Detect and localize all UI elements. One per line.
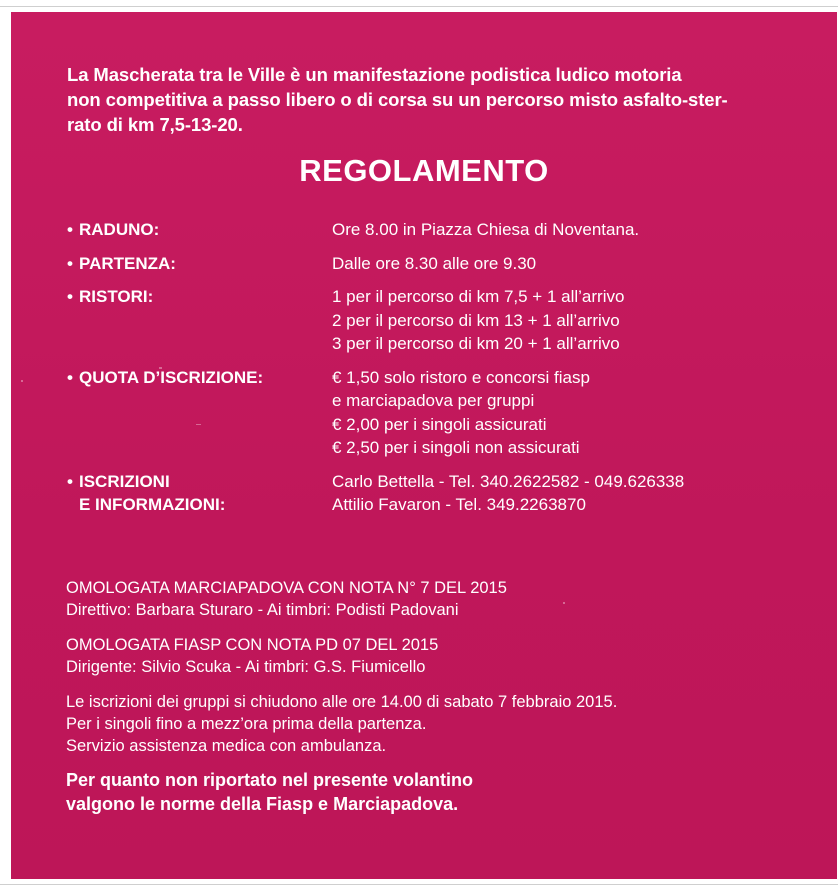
rule-value-line: e marciapadova per gruppi xyxy=(332,391,535,410)
note-line: Dirigente: Silvio Scuka - Ai timbri: G.S. Fiumicello xyxy=(66,658,426,676)
scan-speck xyxy=(21,380,23,382)
rule-value xyxy=(332,470,787,517)
bullet-icon: • xyxy=(67,287,73,306)
intro-line: non competitiva a passo libero o di corsa su un percorso misto asfalto-ster- xyxy=(67,89,728,110)
rule-label-text: E INFORMAZIONI: xyxy=(79,495,226,514)
rule-value-line: € 1,50 solo ristoro e concorsi fiasp xyxy=(332,367,590,387)
rule-value xyxy=(332,252,787,276)
bullet-icon: • xyxy=(67,471,73,491)
note-line: Le iscrizioni dei gruppi si chiudono alle ore 14.00 di sabato 7 febbraio 2015. xyxy=(66,693,618,711)
rule-quota xyxy=(67,366,787,460)
rule-value-line: € 2,50 per i singoli non assicurati xyxy=(332,438,580,457)
rule-value-line: 3 per il percorso di km 20 + 1 all’arrivo xyxy=(332,334,620,353)
rule-label xyxy=(67,252,332,276)
closing-statement xyxy=(66,768,786,816)
rule-value-line: Attilio Favaron - Tel. 349.2263870 xyxy=(332,495,586,514)
note-line: OMOLOGATA FIASP CON NOTA PD 07 DEL 2015 xyxy=(66,636,439,654)
rule-value-line: Dalle ore 8.30 alle ore 9.30 xyxy=(332,253,537,273)
note-line: Direttivo: Barbara Sturaro - Ai timbri: Podisti Padovani xyxy=(66,601,459,619)
scan-speck xyxy=(196,424,201,425)
rule-value-line: 1 per il percorso di km 7,5 + 1 all’arrivo xyxy=(332,287,625,306)
rule-label xyxy=(67,285,332,356)
rule-label xyxy=(67,470,332,517)
rule-value-line: Ore 8.00 in Piazza Chiesa di Noventana. xyxy=(332,220,640,239)
rules-list xyxy=(67,218,787,527)
rule-ristori xyxy=(67,285,787,356)
note-line: Per i singoli fino a mezz’ora prima della partenza. xyxy=(66,715,427,733)
rule-label-text: RADUNO: xyxy=(79,220,160,239)
notes-section xyxy=(66,564,786,770)
page-title: REGOLAMENTO xyxy=(299,153,549,188)
note-line: OMOLOGATA MARCIAPADOVA CON NOTA N° 7 DEL 2015 xyxy=(66,579,507,597)
rule-partenza xyxy=(67,252,787,276)
closing-line: valgono le norme della Fiasp e Marciapadova. xyxy=(66,794,459,814)
rule-label-text: RISTORI: xyxy=(79,287,154,306)
rule-label-text: PARTENZA: xyxy=(79,253,176,273)
bullet-icon: • xyxy=(67,220,73,239)
rule-value-line: 2 per il percorso di km 13 + 1 all’arrivo xyxy=(332,310,620,330)
rule-value-line: Carlo Bettella - Tel. 340.2622582 - 049.626338 xyxy=(332,471,685,491)
rule-label-text: QUOTA D’ISCRIZIONE: xyxy=(79,367,264,387)
rule-value xyxy=(332,218,787,242)
rule-value xyxy=(332,366,787,460)
bullet-icon: • xyxy=(67,367,73,387)
rule-label xyxy=(67,218,332,242)
intro-line: La Mascherata tra le Ville è un manifestazione podistica ludico motoria xyxy=(67,64,682,85)
rule-value-line: € 2,00 per i singoli assicurati xyxy=(332,414,547,434)
flyer-page xyxy=(11,12,837,879)
bottom-scan-edge xyxy=(0,884,838,885)
closing-line: Per quanto non riportato nel presente volantino xyxy=(66,770,474,790)
rule-raduno xyxy=(67,218,787,242)
rule-label xyxy=(67,366,332,460)
scan-speck xyxy=(159,367,162,369)
rule-iscrizioni xyxy=(67,470,787,517)
intro-paragraph xyxy=(67,62,787,137)
scan-speck xyxy=(563,602,565,604)
note-line: Servizio assistenza medica con ambulanza. xyxy=(66,737,387,755)
top-scan-edge xyxy=(0,6,838,7)
bullet-icon: • xyxy=(67,253,73,273)
rule-label-text: ISCRIZIONI xyxy=(79,471,170,491)
rule-value xyxy=(332,285,787,356)
intro-line: rato di km 7,5-13-20. xyxy=(67,114,243,135)
